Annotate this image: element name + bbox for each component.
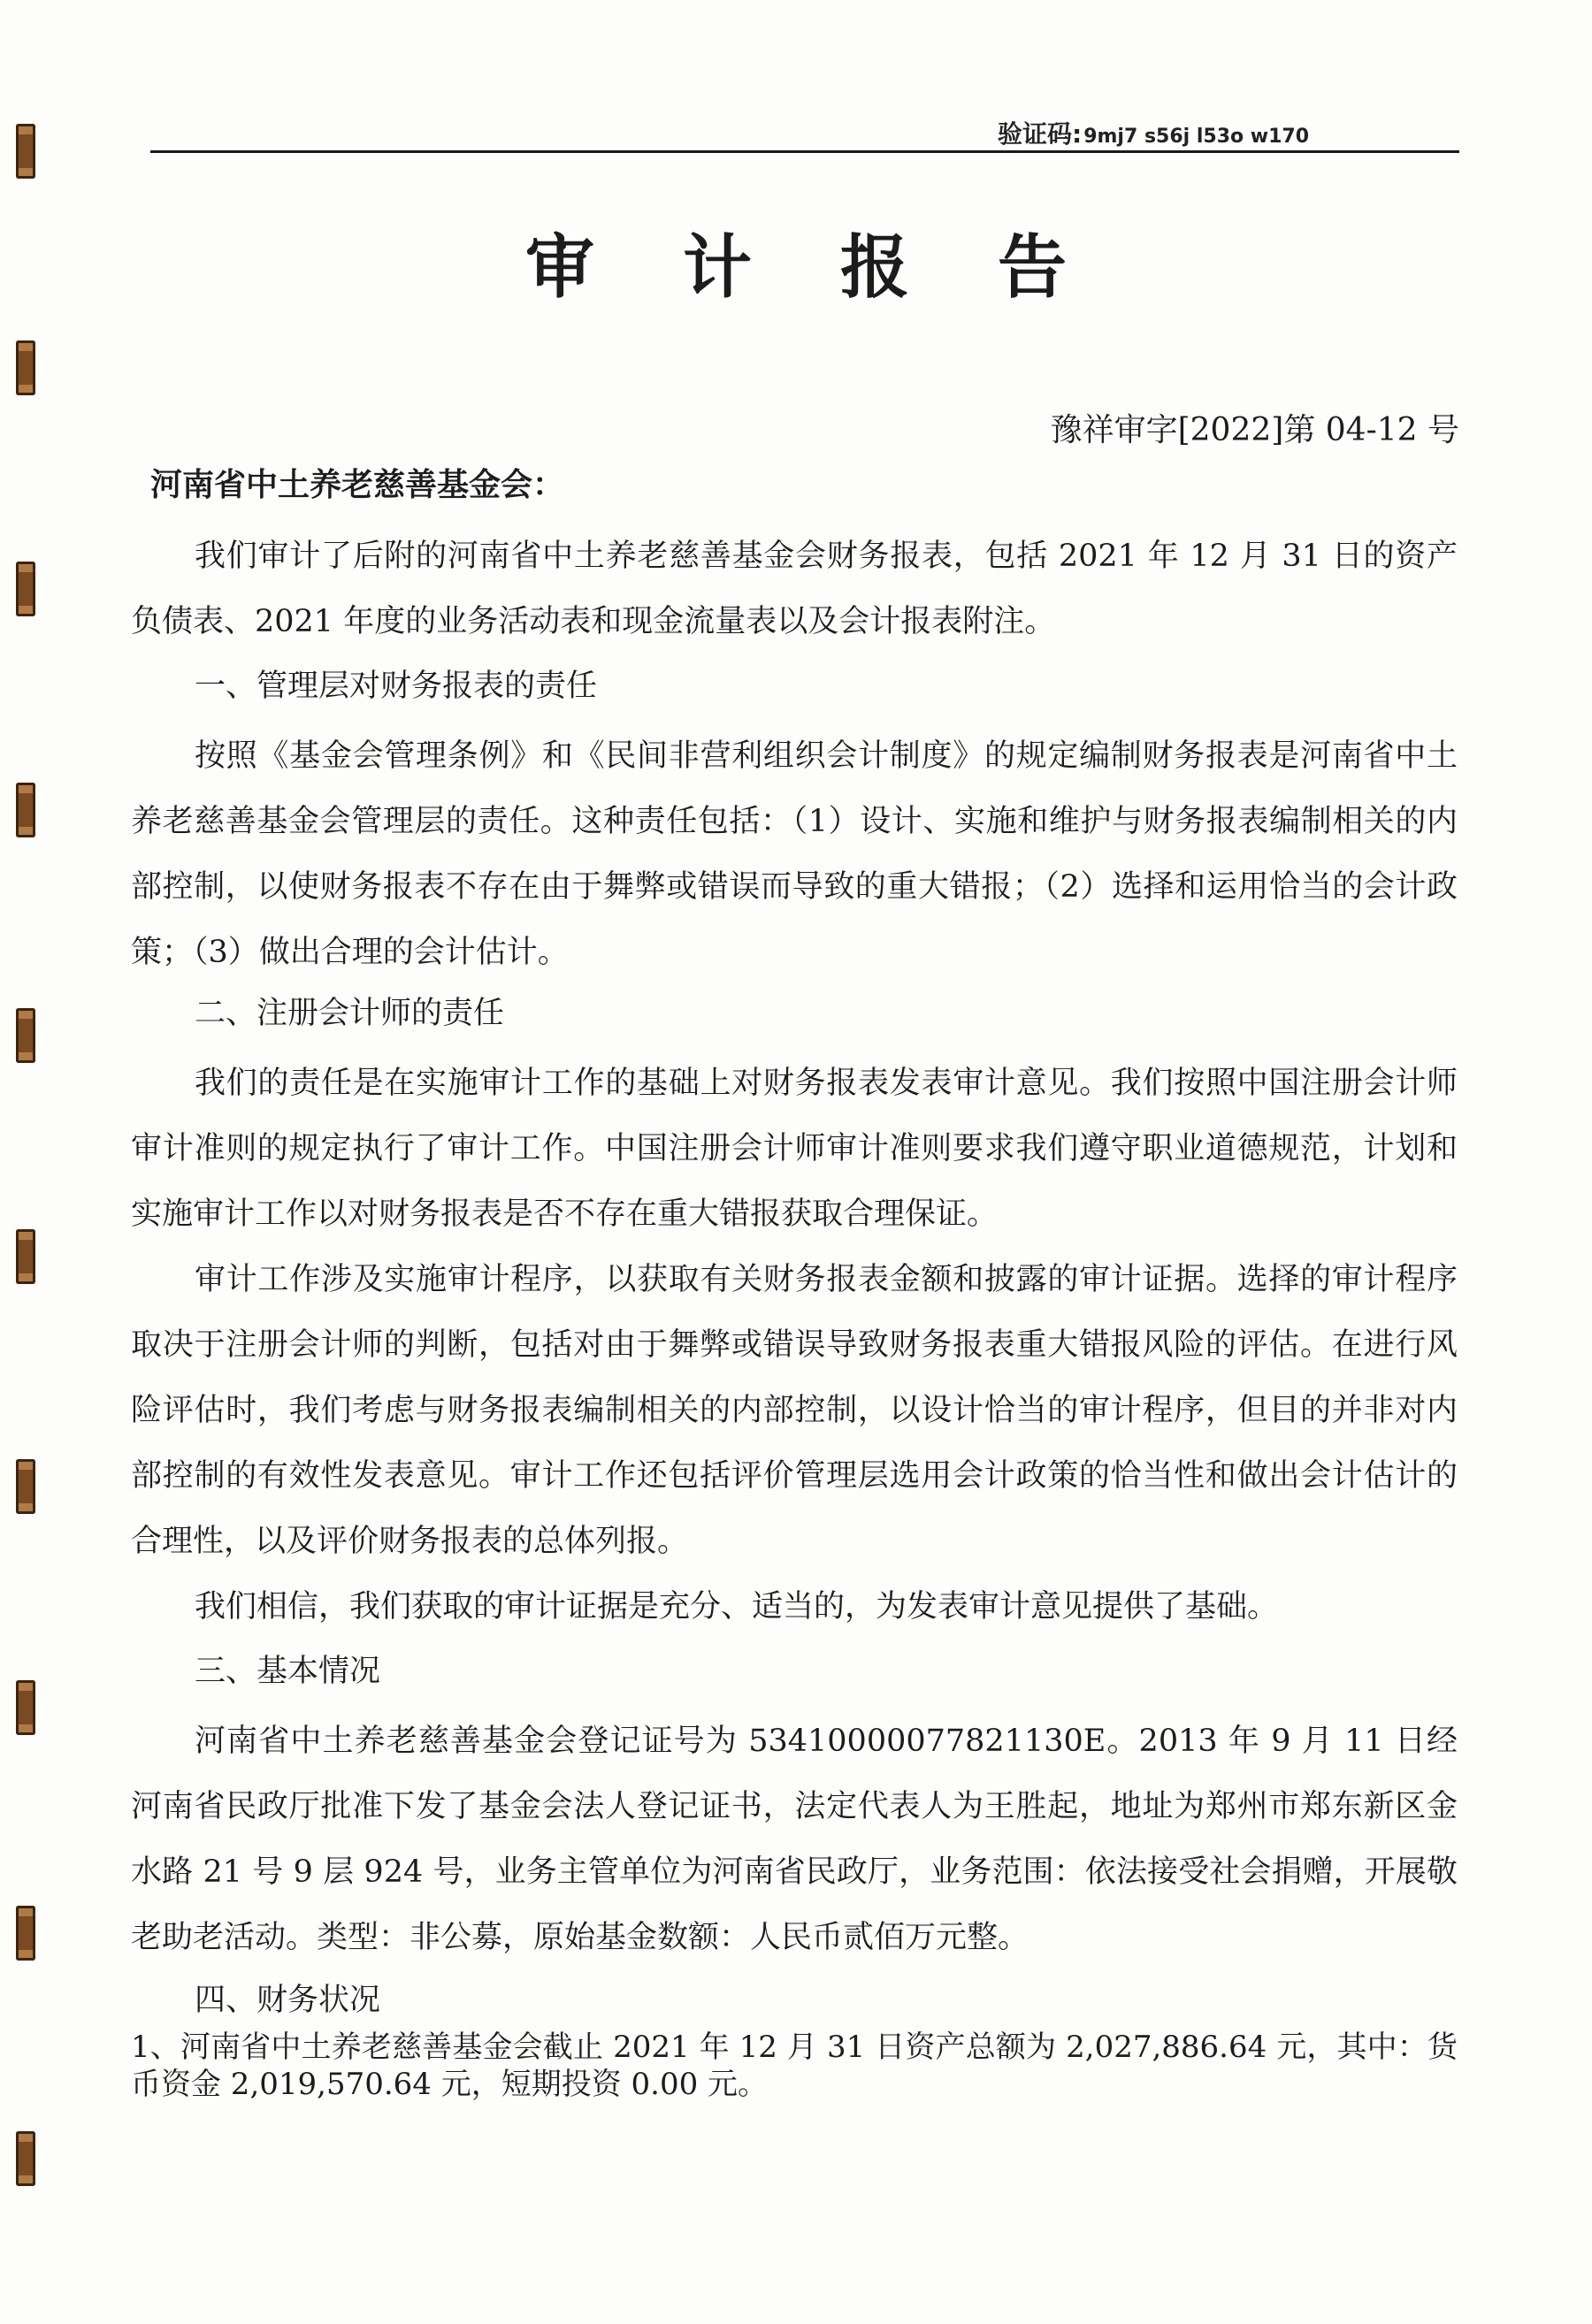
document-number: 豫祥审字[2022]第 04-12 号 <box>1050 412 1459 448</box>
verification-code-value: 9mj7 s56j l53o w170 <box>1083 126 1310 148</box>
binding-hole-mark <box>16 1459 35 1514</box>
verification-label: 验证码: <box>998 119 1083 149</box>
section-2-paragraph: 审计工作涉及实施审计程序，以获取有关财务报表金额和披露的审计证据。选择的审计程序取决于注册会计师的判断，包括对由于舞弊或错误导致财务报表重大错报风险的评估。在进行风险评估时，我们考虑与财务报表编制相关的内部控制，以设计恰当的审计程序，但目的并非对内部控制的有效性发表意见。审计工作还包括评价管理层选用会计政策的恰当性和做出会计估计的合理性，以及评价财务报表的总体列报。 <box>131 1262 1458 1559</box>
binding-hole-mark <box>16 1229 35 1284</box>
section-2-paragraph: 我们的责任是在实施审计工作的基础上对财务报表发表审计意见。我们按照中国注册会计师审计准则的规定执行了审计工作。中国注册会计师审计准则要求我们遵守职业道德规范，计划和实施审计工作以对财务报表是否不存在重大错报获取合理保证。 <box>131 1066 1458 1232</box>
title-char: 计 <box>682 228 752 308</box>
header-rule <box>150 150 1459 153</box>
verification-code <box>998 115 1309 150</box>
section-heading-4: 四、财务状况 <box>195 1983 381 2018</box>
binding-hole-mark <box>16 124 35 179</box>
binding-hole-mark <box>16 783 35 837</box>
binding-hole-mark <box>16 1906 35 1961</box>
section-heading-1: 一、管理层对财务报表的责任 <box>195 669 598 704</box>
binding-hole-mark <box>16 1008 35 1063</box>
section-2-paragraph: 我们相信，我们获取的审计证据是充分、适当的，为发表审计意见提供了基础。 <box>195 1589 1279 1625</box>
binding-hole-mark <box>16 562 35 616</box>
intro-text: 我们审计了后附的河南省中土养老慈善基金会财务报表，包括 2021 年 12 月 31 日的资产负债表、2021 年度的业务活动表和现金流量表以及会计报表附注。 <box>131 539 1458 639</box>
section-1-body <box>131 723 1458 985</box>
section-4-body <box>131 2029 1458 2103</box>
title-char: 审 <box>524 228 594 308</box>
binding-hole-mark <box>16 2131 35 2186</box>
section-3-body <box>131 1709 1458 1970</box>
binding-hole-mark <box>16 1680 35 1735</box>
section-3-text: 河南省中土养老慈善基金会登记证号为 53410000077821130E。2013 年 9 月 11 日经河南省民政厅批准下发了基金会法人登记证书，法定代表人为王胜起，地址为郑州市郑东新区金水路 21 号 9 层 924 号，业务主管单位为河南省民政厅，业务范围：依法接受社会捐赠，开展敬老助老活动。类型：非公募，原始基金数额：人民币贰佰万元整。 <box>131 1724 1458 1955</box>
section-2-body <box>131 1051 1458 1640</box>
section-4-text: 1、河南省中土养老慈善基金会截止 2021 年 12 月 31 日资产总额为 2,027,886.64 元，其中：货币资金 2,019,570.64 元，短期投资 0.00 元。 <box>131 2030 1458 2102</box>
section-heading-3: 三、基本情况 <box>195 1654 381 1689</box>
addressee: 河南省中土养老慈善基金会： <box>150 466 565 503</box>
intro-paragraph <box>131 524 1458 654</box>
binding-hole-mark <box>16 340 35 395</box>
document-title <box>0 212 1592 311</box>
section-1-text: 按照《基金会管理条例》和《民间非营利组织会计制度》的规定编制财务报表是河南省中土养老慈善基金会管理层的责任。这种责任包括：（1）设计、实施和维护与财务报表编制相关的内部控制，以使财务报表不存在由于舞弊或错误而导致的重大错报；（2）选择和运用恰当的会计政策；（3）做出合理的会计估计。 <box>131 738 1458 970</box>
title-char: 报 <box>840 228 910 308</box>
section-heading-2: 二、注册会计师的责任 <box>195 996 505 1031</box>
title-char: 告 <box>998 228 1068 308</box>
